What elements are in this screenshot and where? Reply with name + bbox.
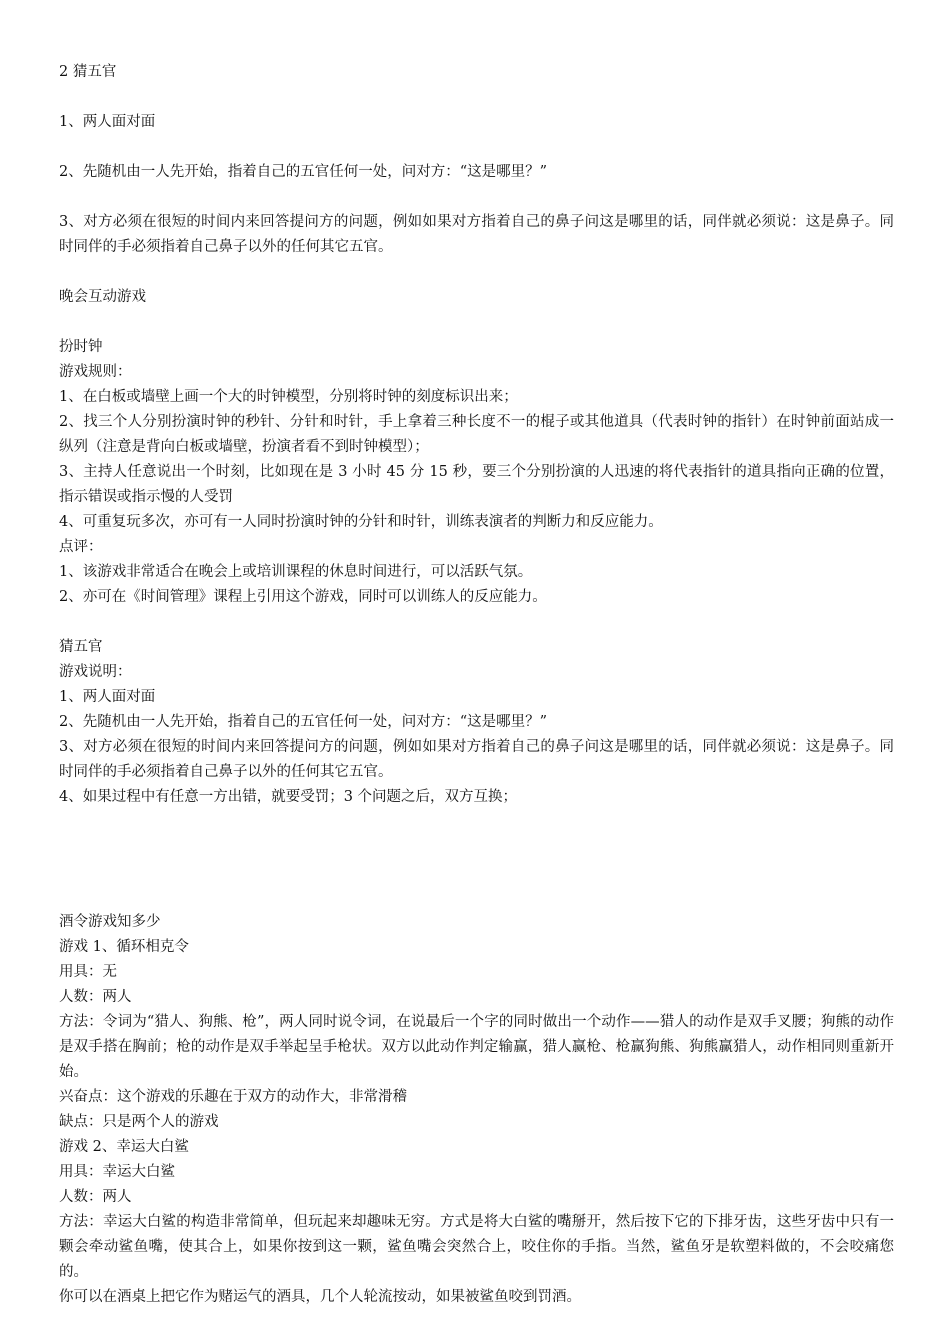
game1-highlight: 兴奋点：这个游戏的乐趣在于双方的动作大，非常滑稽 <box>59 1089 407 1105</box>
paragraph-step-3: 3、对方必须在很短的时间内来回答提问方的问题，例如如果对方指着自己的鼻子问这是哪里的话，同伴就必须说：这是鼻子。同时同伴的手必须指着自己鼻子以外的任何其它五官。 <box>59 214 894 255</box>
game1-people: 人数：两人 <box>59 989 132 1005</box>
game1-method: 方法：令词为“猎人、狗熊、枪”，两人同时说令词，在说最后一个字的同时做出一个动作——猎人的动作是双手叉腰；狗熊的动作是双手搭在胸前；枪的动作是双手举起呈手枪状。双方以此动作判定输赢，猎人赢枪、枪赢狗熊、狗熊赢猎人，动作相同则重新开始。 <box>59 1014 894 1080</box>
clock-comment-1: 1、该游戏非常适合在晚会上或培训课程的休息时间进行，可以活跃气氛。 <box>59 564 533 580</box>
paragraph-step-1: 1、两人面对面 <box>59 114 156 130</box>
game1-drawback: 缺点：只是两个人的游戏 <box>59 1114 219 1130</box>
guess-step-4: 4、如果过程中有任意一方出错，就要受罚；3 个问题之后，双方互换； <box>59 789 518 805</box>
section-title-guess-features: 2 猜五官 <box>59 64 117 80</box>
game2-title: 游戏 2、幸运大白鲨 <box>59 1139 189 1155</box>
game2-tools: 用具：幸运大白鲨 <box>59 1164 175 1180</box>
clock-rules-label: 游戏规则： <box>59 364 132 380</box>
clock-rule-3: 3、主持人任意说出一个时刻，比如现在是 3 小时 45 分 15 秒，要三个分别扮演的人迅速的将代表指针的道具指向正确的位置，指示错误或指示慢的人受罚 <box>59 464 894 505</box>
document-page <box>59 60 894 1310</box>
clock-comment-2: 2、亦可在《时间管理》课程上引用这个游戏，同时可以训练人的反应能力。 <box>59 589 547 605</box>
game1-title: 游戏 1、循环相克令 <box>59 939 189 955</box>
clock-rule-1: 1、在白板或墙壁上画一个大的时钟模型，分别将时钟的刻度标识出来； <box>59 389 518 405</box>
paragraph-step-2: 2、先随机由一人先开始，指着自己的五官任何一处，问对方：“这是哪里？” <box>59 164 548 180</box>
game2-people: 人数：两人 <box>59 1189 132 1205</box>
guess-step-2: 2、先随机由一人先开始，指着自己的五官任何一处，问对方：“这是哪里？” <box>59 714 548 730</box>
guess-desc-label: 游戏说明： <box>59 664 132 680</box>
guess-game-title: 猜五官 <box>59 639 103 655</box>
game1-tools: 用具：无 <box>59 964 117 980</box>
clock-comment-label: 点评： <box>59 539 103 555</box>
heading-party-games: 晚会互动游戏 <box>59 289 146 305</box>
game2-method: 方法：幸运大白鲨的构造非常简单，但玩起来却趣味无穷。方式是将大白鲨的嘴掰开，然后按下它的下排牙齿，这些牙齿中只有一颗会牵动鲨鱼嘴，使其合上，如果你按到这一颗，鲨鱼嘴会突然合上，咬住你的手指。当然，鲨鱼牙是软塑料做的，不会咬痛您的。 <box>59 1214 894 1280</box>
guess-step-3: 3、对方必须在很短的时间内来回答提问方的问题，例如如果对方指着自己的鼻子问这是哪里的话，同伴就必须说：这是鼻子。同时同伴的手必须指着自己鼻子以外的任何其它五官。 <box>59 739 894 780</box>
clock-game-title: 扮时钟 <box>59 339 103 355</box>
clock-rule-4: 4、可重复玩多次，亦可有一人同时扮演时钟的分针和时针，训练表演者的判断力和反应能力。 <box>59 514 663 530</box>
game2-tip: 你可以在酒桌上把它作为赌运气的酒具，几个人轮流按动，如果被鲨鱼咬到罚酒。 <box>59 1289 581 1305</box>
guess-step-1: 1、两人面对面 <box>59 689 156 705</box>
heading-drinking-games: 酒令游戏知多少 <box>59 914 161 930</box>
clock-rule-2: 2、找三个人分别扮演时钟的秒针、分针和时针，手上拿着三种长度不一的棍子或其他道具（代表时钟的指针）在时钟前面站成一纵列（注意是背向白板或墙壁，扮演者看不到时钟模型）； <box>59 414 894 455</box>
